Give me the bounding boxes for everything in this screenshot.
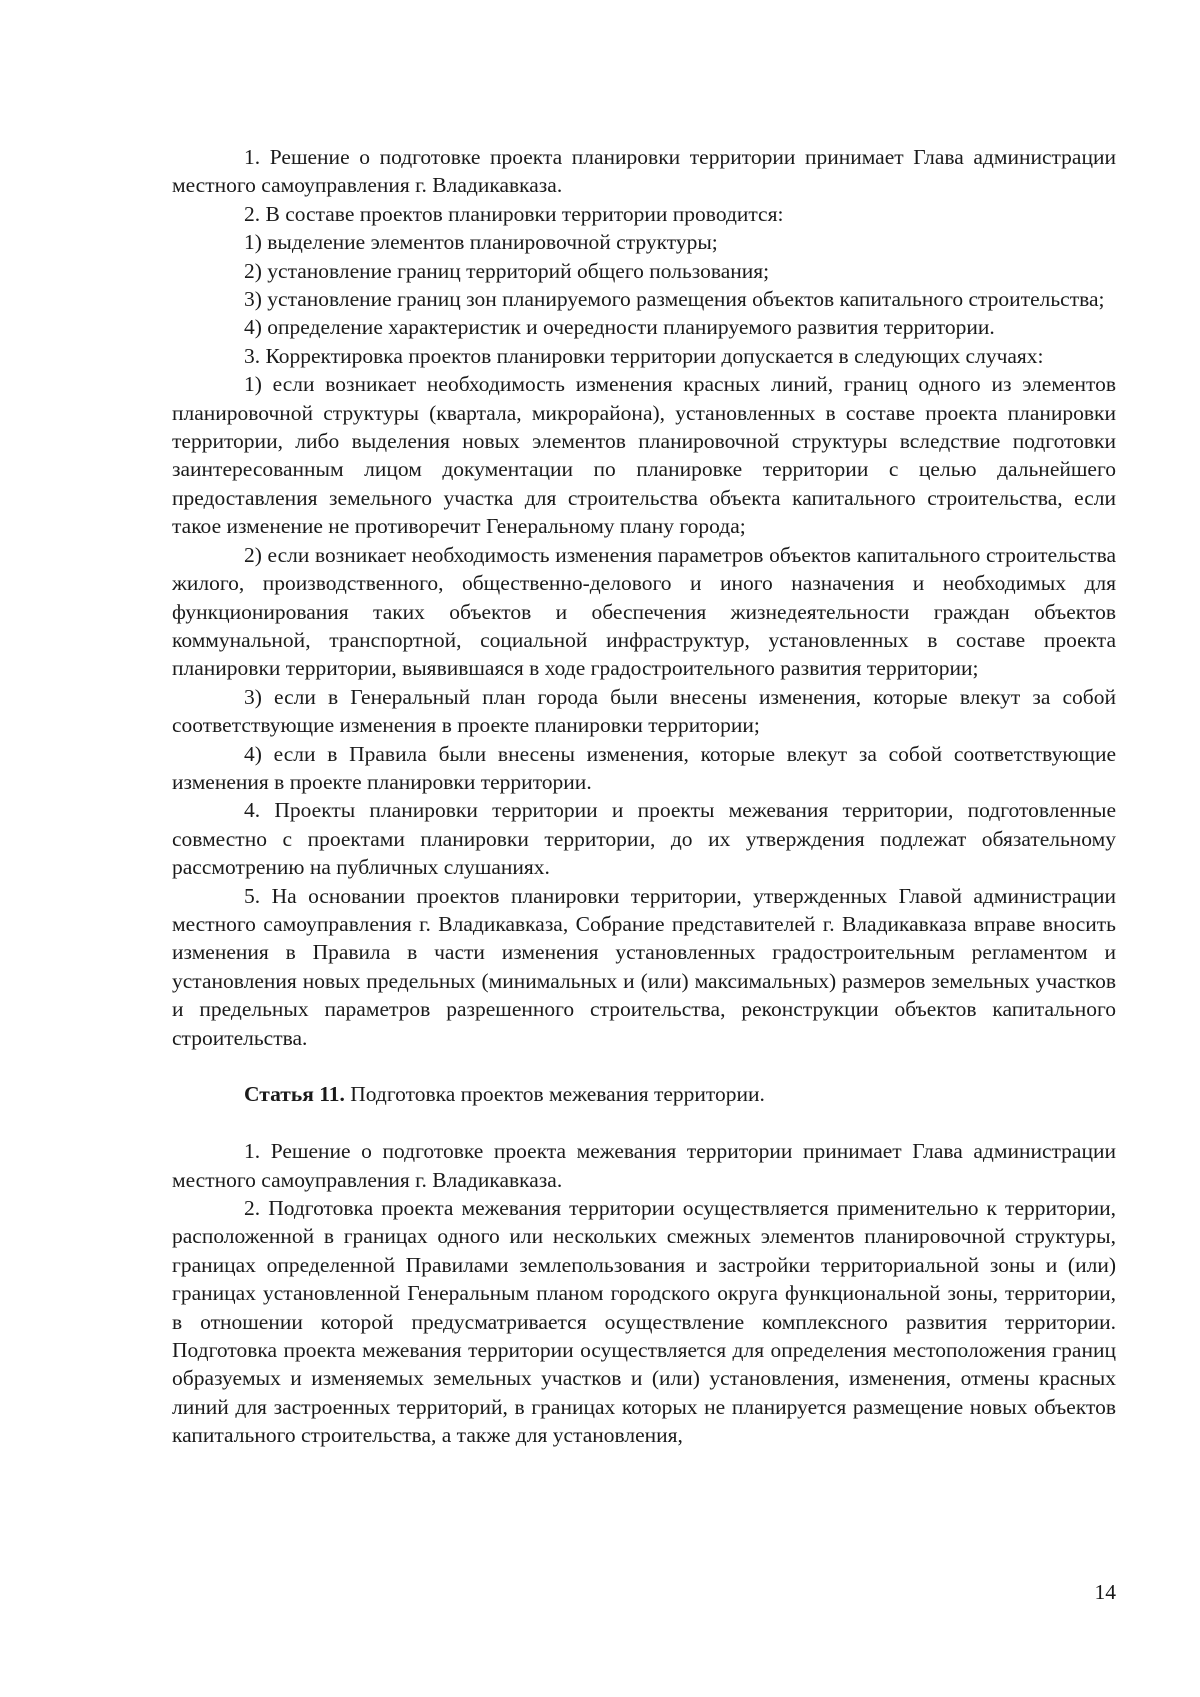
list-item-10-2-1: 1) выделение элементов планировочной структуры; <box>244 230 718 255</box>
list-item-10-3-2: 2) если возникает необходимость изменения параметров объектов капитального строительства жилого, производственного, общественно-делового и иного назначения и необходимых для функционирования таких объектов и обеспечения жизнедеятельности граждан объектов коммунальной, транспортной, социальной инфраструктур, установленных в составе проекта планировки территории, выявившаяся в ходе градостроительного развития территории; <box>172 542 1116 681</box>
paragraph-10-5: 5. На основании проектов планировки территории, утвержденных Главой администрации местного самоуправления г. Владикавказа, Собрание представителей г. Владикавказа вправе вносить изменения в Правила в части изменения установленных градостроительным регламентом и установления новых предельных (минимальных и (или) максимальных) размеров земельных участков и предельных параметров разрешенного строительства, реконструкции объектов капитального строительства. <box>172 883 1116 1050</box>
paragraph-10-1: 1. Решение о подготовке проекта планировки территории принимает Глава администрации местного самоуправления г. Владикавказа. <box>172 145 1116 198</box>
list-item-10-2-3: 3) установление границ зон планируемого размещения объектов капитального строительства; <box>244 287 1105 312</box>
list-item-10-3-3: 3) если в Генеральный план города были внесены изменения, которые влекут за собой соответствующие изменения в проекте планировки территории; <box>172 684 1116 738</box>
list-item-10-3-1: 1) если возникает необходимость изменения красных линий, границ одного из элементов планировочной структуры (квартала, микрорайона), установленных в составе проекта планировки территории, либо выделения новых элементов планировочной структуры вследствие подготовки заинтересованным лицом документации по планировке территории с целью дальнейшего предоставления земельного участка для строительства объекта капитального строительства, если такое изменение не противоречит Генеральному плану города; <box>172 372 1116 539</box>
article-11-label: Статья 11. <box>244 1082 345 1107</box>
document-body <box>172 143 1116 1450</box>
list-item-10-2-2: 2) установление границ территорий общего пользования; <box>244 258 770 283</box>
article-11-heading <box>172 1080 1116 1108</box>
paragraph-11-1: 1. Решение о подготовке проекта межевания территории принимает Глава администрации местного самоуправления г. Владикавказа. <box>172 1139 1116 1192</box>
list-item-10-3-4: 4) если в Правила были внесены изменения, которые влекут за собой соответствующие изменения в проекте планировки территории. <box>172 741 1116 794</box>
paragraph-10-4: 4. Проекты планировки территории и проекты межевания территории, подготовленные совместно с проектами планировки территории, до их утверждения подлежат обязательному рассмотрению на публичных слушаниях. <box>172 798 1116 880</box>
article-11-title: Подготовка проектов межевания территории. <box>344 1082 765 1107</box>
paragraph-11-2: 2. Подготовка проекта межевания территории осуществляется применительно к территории, расположенной в границах одного или нескольких смежных элементов планировочной структуры, границах определенной Правилами землепользования и застройки территориальной зоны и (или) границах установленной Генеральным планом городского округа функциональной зоны, территории, в отношении которой предусматривается осуществление комплексного развития территории. Подготовка проекта межевания территории осуществляется для определения местоположения границ образуемых и изменяемых земельных участков и (или) установления, изменения, отмены красных линий для застроенных территорий, в границах которых не планируется размещение новых объектов капитального строительства, а также для установления, <box>172 1196 1116 1448</box>
page-number: 14 <box>1094 1580 1116 1604</box>
paragraph-10-2: 2. В составе проектов планировки территории проводится: <box>244 201 784 226</box>
paragraph-10-3: 3. Корректировка проектов планировки территории допускается в следующих случаях: <box>244 343 1044 368</box>
list-item-10-2-4: 4) определение характеристик и очередности планируемого развития территории. <box>244 315 995 340</box>
